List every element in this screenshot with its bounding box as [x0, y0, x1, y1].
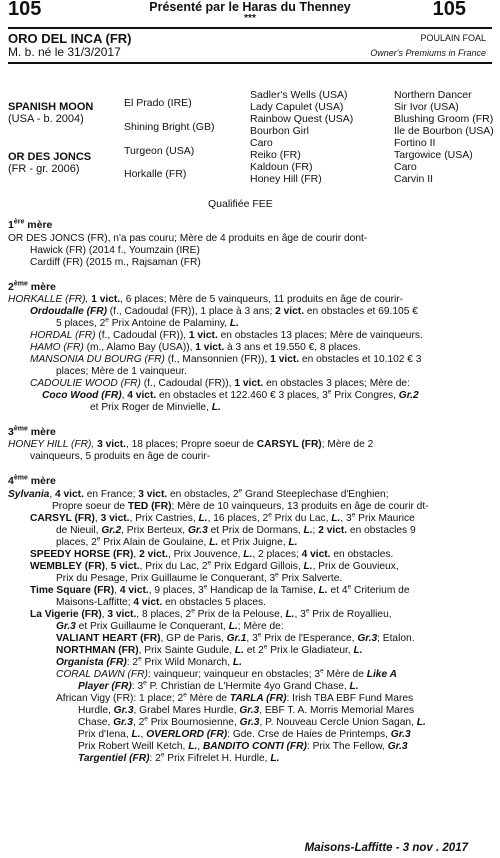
third-dam-line: HONEY HILL (FR), 3 vict., 18 places; Propre soeur de CARSYL (FR); Mère de 2 [8, 439, 374, 450]
dam-name: OR DES JONCS [8, 151, 92, 163]
lot-number-left: 105 [8, 0, 42, 20]
fourth-dam-line: de Nieuil, Gr.2, Prix Berteux, Gr.3 et Prix de Dormans, L.; 2 vict. en obstacles 9 [56, 525, 416, 536]
lot-number-right: 105 [432, 0, 466, 20]
second-dam-line: HORKALLE (FR), 1 vict., 6 places; Mère de 5 vainqueurs, 11 produits en âge de courir- [8, 294, 404, 305]
first-dam-text: OR DES JONCS (FR), n'a pas couru; Mère de 4 produits en âge de courir dont- [8, 233, 368, 244]
pedigree-g4: Ile de Bourbon (USA) [394, 125, 494, 137]
pedigree-g3: Honey Hill (FR) [250, 173, 322, 185]
pedigree-g3: Caro [250, 137, 273, 149]
section-heading-first-dam: 1ère mère [8, 218, 53, 231]
fourth-dam-line: WEMBLEY (FR), 5 vict., Prix du Lac, 2e Prix Edgard Gillois, L., Prix de Gouvieux, [30, 559, 399, 572]
pedigree-g3: Rainbow Quest (USA) [250, 113, 354, 125]
header-stars: *** [244, 13, 256, 24]
fourth-dam-line: Prix du Pesage, Prix Guillaume le Conquerant, 3e Prix Salverte. [56, 571, 343, 584]
sale-footer: Maisons-Laffitte - 3 nov . 2017 [304, 842, 468, 854]
pedigree-g3: Lady Capulet (USA) [250, 101, 344, 113]
pedigree-g4: Carvin II [394, 173, 434, 185]
pedigree-g4: Targowice (USA) [394, 149, 473, 161]
dam-info: (FR - gr. 2006) [8, 163, 80, 175]
pedigree-g2: Horkalle (FR) [124, 168, 187, 180]
pedigree-g4: Northern Dancer [394, 89, 472, 101]
pedigree-g4: Sir Ivor (USA) [394, 101, 459, 113]
fourth-dam-line: Propre soeur de TED (FR); Mère de 10 vainqueurs, 13 produits en âge de courir dt- [52, 501, 429, 512]
section-heading-third-dam: 3ème mère [8, 425, 56, 438]
fourth-dam-line: Hurdle, Gr.3, Grabel Mares Hurdle, Gr.3, EBF T. A. Morris Memorial Mares [78, 705, 415, 716]
fourth-dam-line: La Vigerie (FR), 3 vict., 8 places, 2e Prix de la Pelouse, L., 3e Prix de Royallieu, [30, 607, 392, 620]
second-dam-line: 5 places, 2e Prix Antoine de Palaminy, L. [56, 316, 239, 329]
fourth-dam-line: places, 2e Prix Alain de Goulaine, L. et Prix Juigne, L. [56, 535, 298, 548]
fourth-dam-line: Sylvania, 4 vict. en France; 3 vict. en obstacles, 2e Grand Steeplechase d'Enghien; [8, 487, 389, 500]
qualified-fee: Qualifiée FEE [208, 198, 273, 210]
fourth-dam-line: Time Square (FR), 4 vict., 9 places, 3e Handicap de la Tamise, L. et 4e Criterium de [30, 583, 410, 596]
horse-name: ORO DEL INCA (FR) [8, 31, 132, 46]
fourth-dam-line: SPEEDY HORSE (FR), 2 vict., Prix Jouvence, L., 2 places; 4 vict. en obstacles. [30, 549, 394, 560]
consignor-title: Présenté par le Haras du Thenney [149, 0, 351, 14]
second-dam-line: Coco Wood (FR), 4 vict. en obstacles et 122.460 € 3 places, 3e Prix Congres, Gr.2 [42, 388, 419, 401]
second-dam-line: et Prix Roger de Minvielle, L. [90, 402, 221, 413]
owners-premiums: Owner's Premiums in France [370, 48, 486, 58]
sire-name: SPANISH MOON [8, 101, 94, 113]
second-dam-line: CADOULIE WOOD (FR) (f., Cadoudal (FR)), 1 vict. en obstacles 3 places; Mère de: [30, 378, 410, 389]
fourth-dam-line: African Vigy (FR): 1 place; 2e Mère de TARLA (FR): Irish TBA EBF Fund Mares [56, 691, 414, 704]
pedigree-g3: Bourbon Girl [250, 125, 309, 137]
fourth-dam-line: Gr.3 et Prix Guillaume le Conquerant, L.; Mère de: [56, 621, 284, 632]
second-dam-line: Ordoudalle (FR) (f., Cadoudal (FR)), 1 place à 3 ans; 2 vict. en obstacles et 69.105 € [30, 306, 418, 317]
fourth-dam-line: CARSYL (FR), 3 vict., Prix Castries, L., 16 places, 2e Prix du Lac, L., 3e Prix Maurice [30, 511, 415, 524]
pedigree-g3: Reiko (FR) [250, 149, 301, 161]
first-dam-produce: Cardiff (FR) (2015 m., Rajsaman (FR) [30, 257, 201, 268]
fourth-dam-line: Player (FR): 3e P. Christian de L'Hermite 4yo Grand Chase, L. [78, 679, 359, 692]
second-dam-line: MANSONIA DU BOURG (FR) (f., Mansonnien (FR)), 1 vict. en obstacles et 10.102 € 3 [30, 354, 422, 365]
fourth-dam-line: Maisons-Laffitte; 4 vict. en obstacles 5 places. [56, 597, 266, 608]
fourth-dam-line: Chase, Gr.3, 2e Prix Bournosienne, Gr.3, P. Nouveau Cercle Union Sagan, L. [78, 715, 426, 728]
sire-info: (USA - b. 2004) [8, 113, 84, 125]
fourth-dam-line: Targentiel (FR): 2e Prix Fifrelet H. Hurdle, L. [78, 751, 280, 764]
fourth-dam-line: Organista (FR): 2e Prix Wild Monarch, L. [56, 655, 242, 668]
fourth-dam-line: CORAL DAWN (FR): vainqueur; vainqueur en obstacles; 3e Mère de Like A [56, 667, 397, 680]
identity-rule [8, 62, 492, 64]
fourth-dam-line: VALIANT HEART (FR), GP de Paris, Gr.1, 3e Prix de l'Esperance, Gr.3; Etalon. [56, 631, 415, 644]
header-rule [8, 27, 492, 29]
pedigree-g4: Blushing Groom (FR) [394, 113, 494, 125]
section-heading-second-dam: 2ème mère [8, 280, 56, 293]
pedigree-g3: Kaldoun (FR) [250, 161, 313, 173]
pedigree-g2: El Prado (IRE) [124, 97, 192, 109]
pedigree-g4: Caro [394, 161, 417, 173]
third-dam-line: vainqueurs, 5 produits en âge de courir- [30, 451, 211, 462]
fourth-dam-line: Prix Robert Weill Ketch, L., BANDITO CONTI (FR): Prix The Fellow, Gr.3 [78, 741, 408, 752]
fourth-dam-line: NORTHMAN (FR), Prix Sainte Gudule, L. et 2e Prix le Gladiateur, L. [56, 643, 363, 656]
pedigree-g4: Fortino II [394, 137, 436, 149]
first-dam-produce: Hawick (FR) (2014 f., Youmzain (IRE) [30, 245, 200, 256]
pedigree-g2: Shining Bright (GB) [124, 121, 215, 133]
second-dam-line: HORDAL (FR) (f., Cadoudal (FR)), 1 vict. en obstacles 13 places; Mère de vainqueurs. [30, 330, 423, 341]
horse-type: POULAIN FOAL [420, 33, 486, 43]
section-heading-fourth-dam: 4ème mère [8, 474, 56, 487]
pedigree-g3: Sadler's Wells (USA) [250, 89, 348, 101]
second-dam-line: places; Mère de 1 vainqueur. [56, 366, 187, 377]
second-dam-line: HAMO (FR) (m., Alamo Bay (USA)), 1 vict. à 3 ans et 19.550 €, 8 places. [30, 342, 361, 353]
pedigree-g2: Turgeon (USA) [124, 145, 195, 157]
horse-birth: M. b. né le 31/3/2017 [8, 45, 121, 59]
fourth-dam-line: Prix d'Iena, L., OVERLORD (FR): Gde. Crse de Haies de Printemps, Gr.3 [78, 729, 411, 740]
